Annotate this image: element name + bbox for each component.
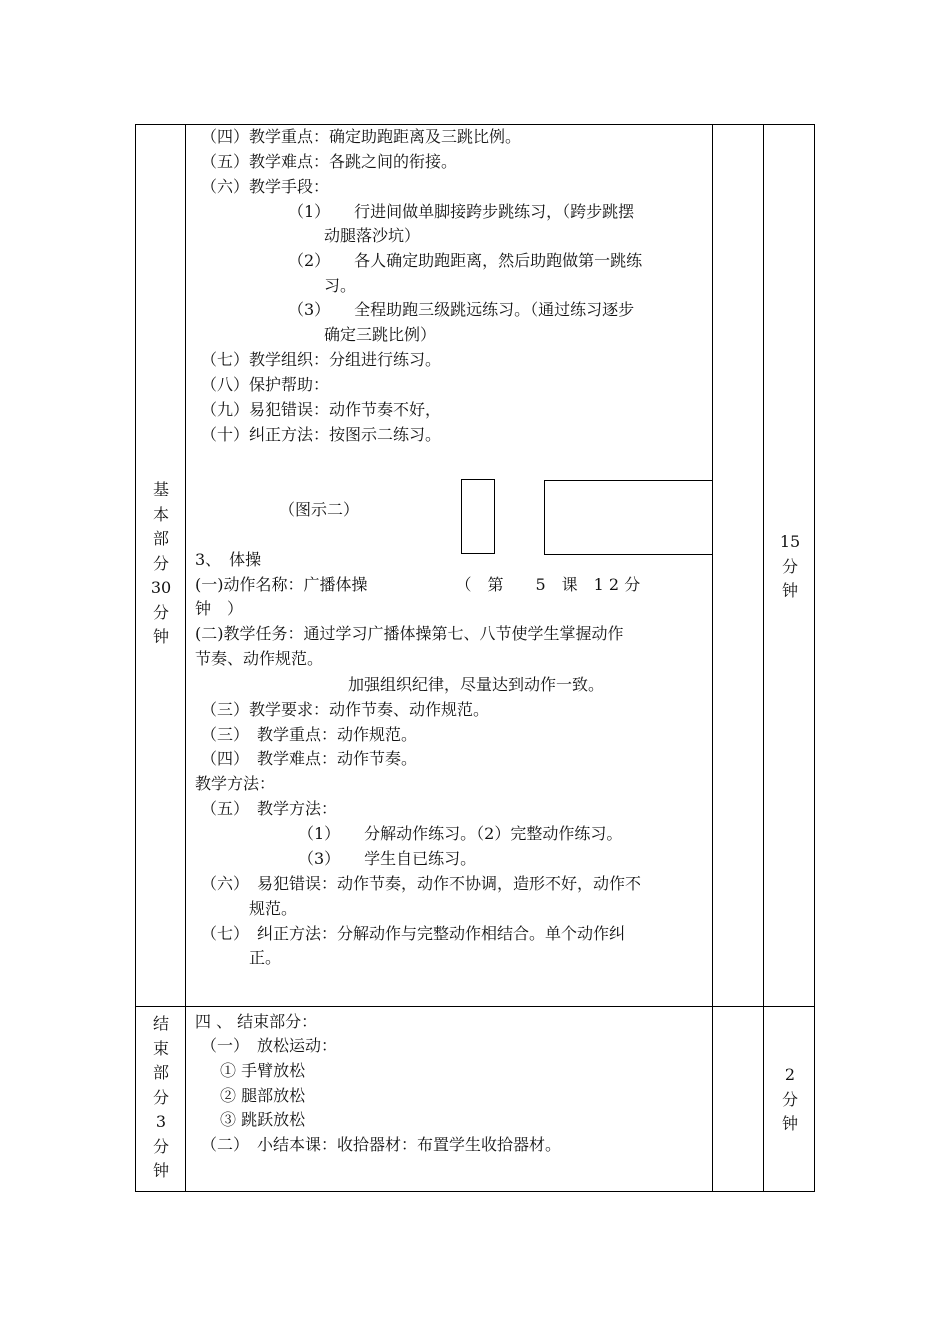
column-divider-2	[712, 124, 713, 1192]
gym-key-point: （三） 教学重点：动作规范。	[201, 725, 418, 744]
gym-task-cont: 节奏、动作规范。	[195, 649, 324, 668]
basic-section-label: 基 本 部 分 30 分 钟	[150, 480, 172, 646]
means-item-1-cont: 动腿落沙坑）	[324, 226, 421, 245]
figure-small-box	[461, 479, 495, 554]
gym-task: (二)教学任务：通过学习广播体操第七、八节使学生掌握动作	[195, 624, 624, 643]
lesson-summary: （二） 小结本课：收拾器材：布置学生收拾器材。	[201, 1135, 562, 1154]
figure-label: （图示二）	[279, 500, 360, 519]
relax-item-2: ② 腿部放松	[220, 1086, 306, 1105]
figure-large-box	[544, 480, 713, 555]
basic-minutes: 15 分 钟	[779, 532, 801, 600]
teaching-difficulty: （五）教学难点：各跳之间的衔接。	[201, 152, 458, 171]
gym-action-name-cont: 钟 ）	[195, 599, 244, 618]
means-item-3: （3） 全程助跑三级跳远练习。（通过练习逐步	[288, 300, 635, 319]
gym-errors-cont: 规范。	[249, 899, 298, 918]
common-errors: （九）易犯错误：动作节奏不好，	[201, 400, 442, 419]
gym-heading: 3、 体操	[195, 550, 262, 569]
gym-methods: （五） 教学方法：	[201, 799, 338, 818]
teaching-key-point: （四）教学重点：确定助跑距离及三跳比例。	[201, 127, 522, 146]
means-item-3-cont: 确定三跳比例）	[324, 325, 437, 344]
means-item-1: （1） 行进间做单脚接跨步跳练习，（跨步跳摆	[288, 202, 635, 221]
row-divider	[135, 1006, 815, 1007]
table-border-right	[814, 124, 815, 1192]
relax-exercise: （一） 放松运动：	[201, 1036, 338, 1055]
means-item-2-cont: 习。	[324, 276, 357, 295]
gym-requirements: （三）教学要求：动作节奏、动作规范。	[201, 700, 490, 719]
gym-methods-heading: 教学方法：	[195, 774, 276, 793]
column-divider-3	[763, 124, 764, 1192]
gym-correction-cont: 正。	[249, 948, 282, 967]
gym-difficulty: （四） 教学难点：动作节奏。	[201, 749, 418, 768]
gym-action-name: (一)动作名称：广播体操 （ 第 5 课 1 2 分	[195, 575, 641, 594]
gym-method-item-3: （3） 学生自已练习。	[298, 849, 477, 868]
ending-section-label: 结 束 部 分 3 分 钟	[152, 1014, 169, 1180]
gym-errors: （六） 易犯错误：动作节奏，动作不协调，造形不好，动作不	[201, 874, 642, 893]
gym-correction: （七） 纠正方法：分解动作与完整动作相结合。单个动作纠	[201, 924, 626, 943]
relax-item-1: ① 手臂放松	[220, 1061, 306, 1080]
relax-item-3: ③ 跳跃放松	[220, 1110, 306, 1129]
correction-method: （十）纠正方法：按图示二练习。	[201, 425, 442, 444]
ending-minutes: 2 分 钟	[781, 1065, 798, 1133]
teaching-means: （六）教学手段：	[201, 177, 330, 196]
gym-method-items: （1） 分解动作练习。（2）完整动作练习。	[298, 824, 623, 843]
protection-help: （八）保护帮助：	[201, 375, 330, 394]
teaching-organization: （七）教学组织：分组进行练习。	[201, 350, 442, 369]
gym-task-cont-2: 加强组织纪律，尽量达到动作一致。	[348, 675, 605, 694]
table-border-bottom	[135, 1191, 815, 1192]
ending-heading: 四 、 结束部分：	[195, 1012, 318, 1031]
means-item-2: （2） 各人确定助跑距离，然后助跑做第一跳练	[288, 251, 643, 270]
